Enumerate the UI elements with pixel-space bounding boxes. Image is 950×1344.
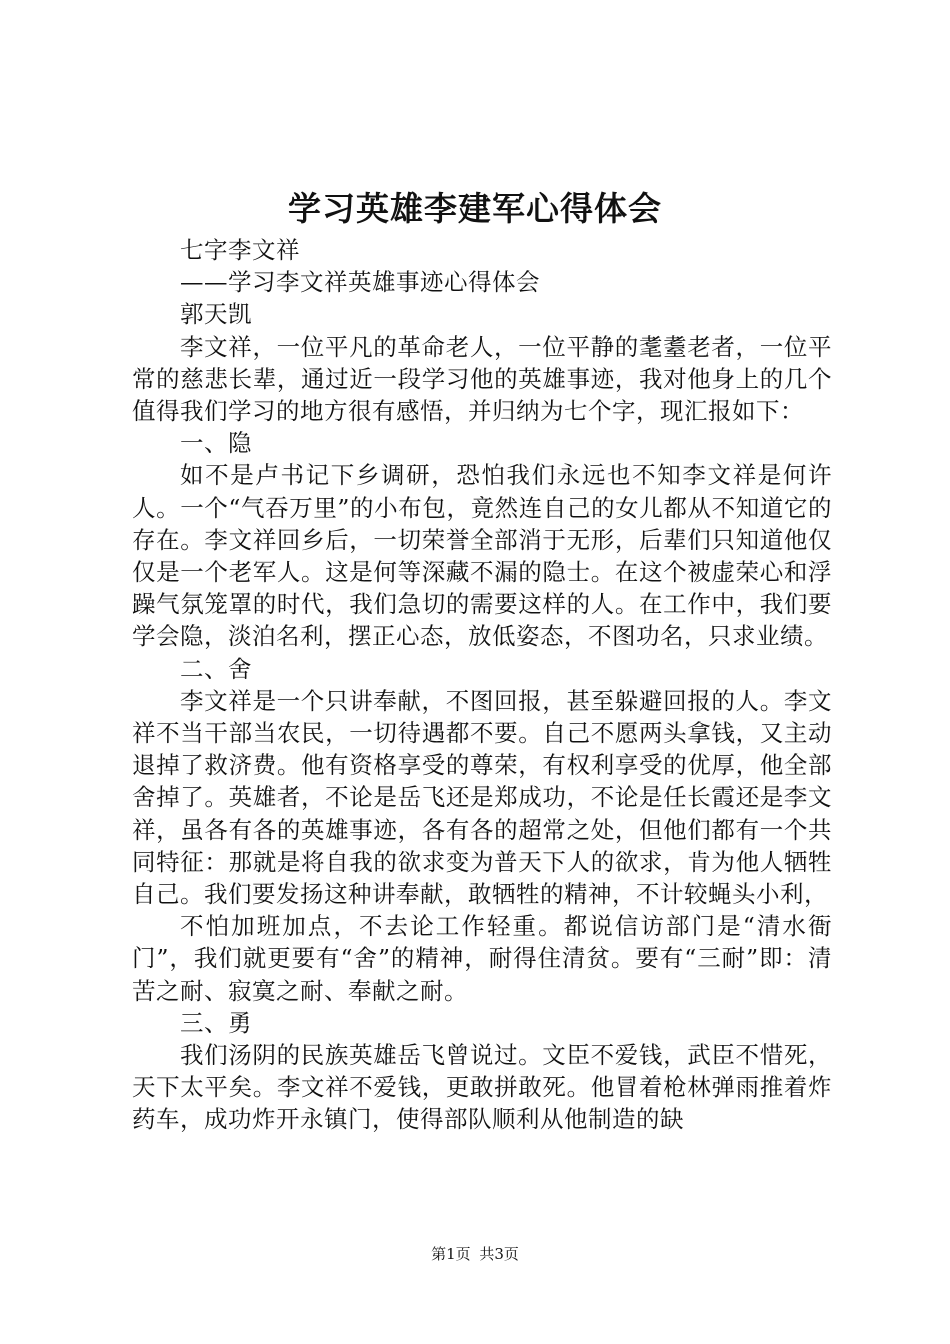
subtitle-line: ——学习李文祥英雄事迹心得体会: [180, 268, 540, 297]
paragraph: 不怕加班加点，不去论工作轻重。都说信访部门是“清水衙门”，我们就更要有“舍”的精神，耐得住清贫。要有“三耐”即：清苦之耐、寂寞之耐、奉献之耐。: [132, 912, 832, 1005]
page-number-footer: 第1页 共3页: [431, 1245, 519, 1263]
paragraph: 李文祥，一位平凡的革命老人，一位平静的耄耋老者，一位平常的慈悲长辈，通过近一段学习他的英雄事迹，我对他身上的几个值得我们学习的地方很有感悟，并归纳为七个字，现汇报如下：: [132, 332, 832, 426]
page-title: 学习英雄李建军心得体会: [288, 189, 662, 228]
paragraph: 李文祥是一个只讲奉献，不图回报，甚至躲避回报的人。李文祥不当干部当农民，一切待遇都不要。自己不愿两头拿钱，又主动退掉了救济费。他有资格享受的尊荣，有权利享受的优厚，他全部舍掉了。英雄者，不论是岳飞还是郑成功，不论是任长霞还是李文祥，虽各有各的英雄事迹，各有各的超常之处，但他们都有一个共同特征：那就是将自我的欲求变为普天下人的欲求，肯为他人牺牲自己。我们要发扬这种讲奉献，敢牺牲的精神，不计较蝇头小利，: [132, 686, 832, 909]
author-line: 郭天凯: [180, 300, 252, 329]
section-heading: 二、舍: [180, 654, 252, 683]
document-body: [132, 234, 832, 1136]
subtitle-line: 七字李文祥: [180, 236, 300, 264]
paragraph: 我们汤阴的民族英雄岳飞曾说过。文臣不爱钱，武臣不惜死，天下太平矣。李文祥不爱钱，更敢拼敢死。他冒着枪林弹雨推着炸药车，成功炸开永镇门，使得部队顺利从他制造的缺: [132, 1041, 832, 1134]
section-heading: 三、勇: [180, 1008, 252, 1037]
section-heading: 一、隐: [180, 429, 252, 458]
paragraph: 如不是卢书记下乡调研，恐怕我们永远也不知李文祥是何许人。一个“气吞万里”的小布包，竟然连自己的女儿都从不知道它的存在。李文祥回乡后，一切荣誉全部消于无形，后辈们只知道他仅仅是一个老军人。这是何等深藏不漏的隐士。在这个被虚荣心和浮躁气氛笼罩的时代，我们急切的需要这样的人。在工作中，我们要学会隐，淡泊名利，摆正心态，放低姿态，不图功名，只求业绩。: [132, 461, 832, 651]
